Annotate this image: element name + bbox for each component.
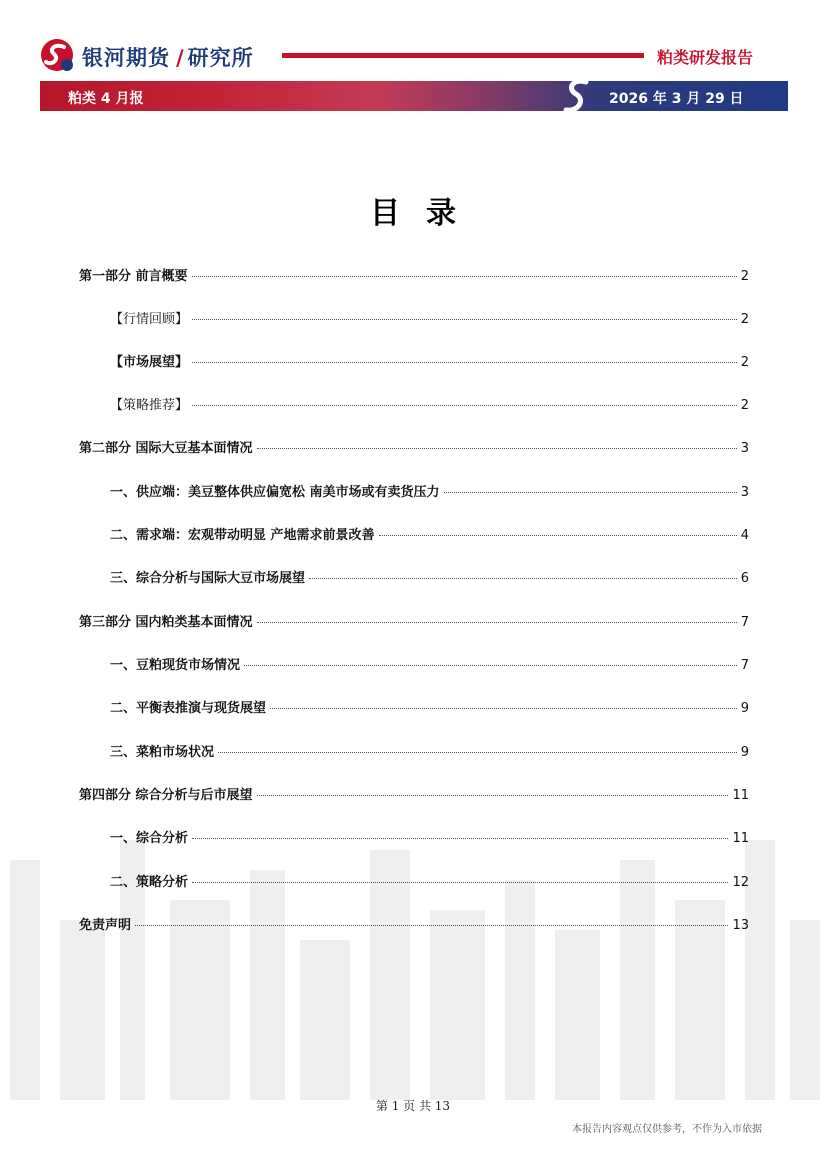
toc-leader [244,665,737,666]
toc-entry-page: 7 [740,615,749,630]
toc-entry-label: 一、供应端：美豆整体供应偏宽松 南美市场或有卖货压力 [110,485,440,500]
toc-entry[interactable] [110,741,749,761]
toc-entry-page: 6 [740,571,749,586]
report-type: 粕类研发报告 [657,48,754,67]
toc-entry-page: 9 [740,745,749,760]
toc-entry-page: 9 [740,701,749,716]
toc-entry-label: 第三部分 国内粕类基本面情况 [79,615,253,630]
toc-entry-page: 12 [732,875,749,890]
report-date: 2026 年 3 月 29 日 [609,91,744,107]
toc-entry-label: 二、策略分析 [110,875,189,890]
toc-entry-page: 4 [740,528,749,543]
toc-entry-page: 3 [740,485,749,500]
toc-entry-label: 三、菜粕市场状况 [110,745,215,760]
toc-entry-page: 11 [732,831,749,846]
swoosh-logo-icon [560,76,596,116]
toc-leader [257,448,737,449]
report-name: 粕类 4 月报 [68,91,144,107]
toc-entry[interactable] [110,394,749,414]
brand-title [82,42,254,72]
toc-entry-label: 三、综合分析与国际大豆市场展望 [110,571,306,586]
toc-entry-page: 2 [740,398,749,413]
toc-leader [270,708,737,709]
page-number: 第 1 页 共 13 [375,1099,451,1113]
toc-entry[interactable] [110,351,749,371]
toc-leader [192,319,737,320]
toc-entry-label: 一、综合分析 [110,831,189,846]
toc-entry[interactable] [110,308,749,328]
toc-entry-page: 3 [740,441,749,456]
toc-entry[interactable] [79,611,749,631]
toc-entry[interactable] [110,697,749,717]
toc-entry-label: 免责声明 [79,918,132,933]
toc-entry[interactable] [79,784,749,804]
toc-leader [192,362,737,363]
toc-entry-page: 2 [740,269,749,284]
toc-entry-label: 【市场展望】 [110,355,189,370]
toc-entry[interactable] [79,437,749,457]
toc-leader [192,276,737,277]
footer-disclaimer: 本报告内容观点仅供参考，不作为入市依据 [572,1124,762,1135]
toc-entry-label: 第一部分 前言概要 [79,269,188,284]
toc-entry[interactable] [110,567,749,587]
toc-leader [192,405,737,406]
toc-entry-label: 一、豆粕现货市场情况 [110,658,241,673]
company-logo-icon [40,38,74,72]
toc-entry-label: 二、平衡表推演与现货展望 [110,701,267,716]
toc-entry-label: 第四部分 综合分析与后市展望 [79,788,253,803]
toc-entry-label: 【行情回顾】 [110,312,189,327]
toc-leader [257,622,737,623]
toc-entry-page: 2 [740,312,749,327]
toc-entry-label: 【策略推荐】 [110,398,189,413]
page-title: 目录 [370,196,482,231]
brand-name: 银河期货 [82,46,170,70]
toc-leader [444,492,737,493]
toc-leader [309,578,737,579]
header-rule [282,53,644,58]
toc-entry-label: 二、需求端：宏观带动明显 产地需求前景改善 [110,528,375,543]
toc-entry[interactable] [110,654,749,674]
toc-entry-page: 13 [732,918,749,933]
toc-entry[interactable] [110,481,749,501]
toc-entry[interactable] [110,524,749,544]
toc-leader [218,752,737,753]
brand-separator: / [176,46,185,70]
city-watermark-icon [0,820,826,1100]
toc-entry[interactable] [79,265,749,285]
toc-entry-page: 7 [740,658,749,673]
toc-leader [257,795,729,796]
toc-entry-page: 2 [740,355,749,370]
toc-leader [379,535,737,536]
toc-entry-page: 11 [732,788,749,803]
toc-entry-label: 第二部分 国际大豆基本面情况 [79,441,253,456]
department-name: 研究所 [187,46,254,70]
